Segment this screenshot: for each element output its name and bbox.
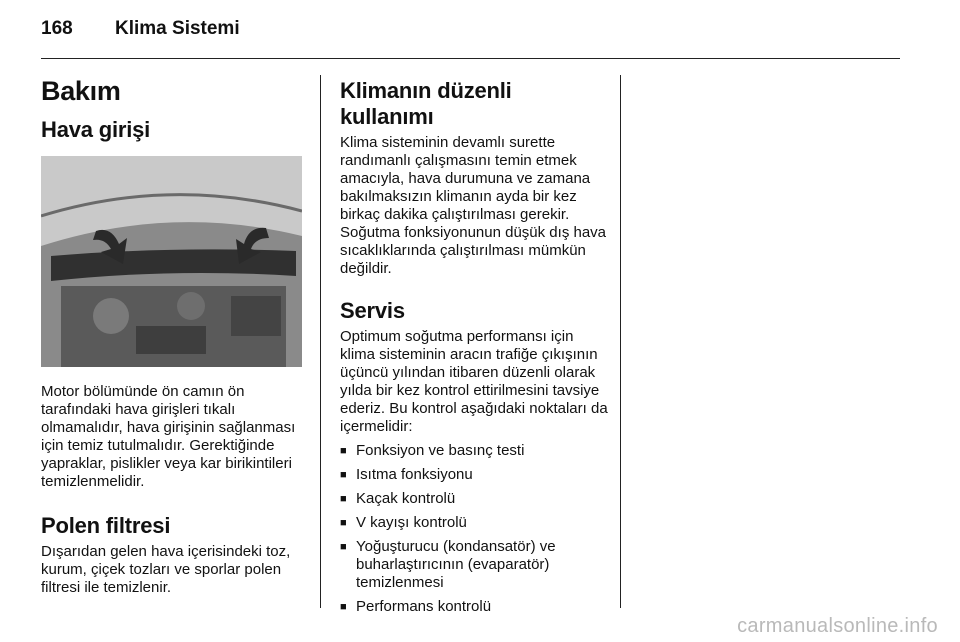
list-item: ■ Kaçak kontrolü: [340, 490, 610, 508]
list-item: ■ Yoğuşturucu (kondansatör) ve buharlaştırıcının (evaparatör) temizlenmesi: [340, 538, 610, 592]
regular-use-paragraph: Klima sisteminin devamlı surette randımanlı çalışmasını temin etmek amacıyla, hava durumuna ve zamana bakılmaksızın klimanın ayda bir kez birkaç dakika çalıştırılması gerekir. Soğutma fonksiyonunun düşük dış hava sıcaklıklarında çalıştırılması mümkün değildir.: [340, 134, 607, 277]
engine-bay-photo: [41, 156, 302, 367]
page-number: 168: [41, 18, 73, 39]
regular-use-title: Klimanın düzenli kullanımı: [340, 78, 512, 129]
subsection-title-air-intake: Hava girişi: [41, 117, 151, 142]
watermark: carmanualsonline.info: [737, 615, 938, 637]
subsection-title-pollen-filter: Polen filtresi: [41, 513, 171, 538]
service-paragraph: Optimum soğutma performansı için klima sisteminin aracın trafiğe çıkışının üçüncü yılından itibaren düzenli olarak yılda bir kez kontrol ettirilmesini tavsiye ederiz. Bu kontrol aşağıdaki noktaları da içermelidir:: [340, 328, 608, 435]
pollen-filter-paragraph: Dışarıdan gelen hava içerisindeki toz, kurum, çiçek tozları ve sporlar polen filtresi ile temizlenir.: [41, 543, 291, 596]
section-title: Bakım: [41, 76, 121, 106]
list-item: ■ Performans kontrolü: [340, 598, 610, 616]
service-checklist: [340, 442, 610, 616]
list-item: ■ V kayışı kontrolü: [340, 514, 610, 532]
chapter-title: Klima Sistemi: [115, 18, 240, 39]
header-rule: [41, 58, 900, 59]
column-divider: [320, 75, 321, 608]
page-header: [41, 18, 240, 40]
left-column: [41, 70, 305, 597]
air-intake-paragraph: Motor bölümünde ön camın ön tarafındaki hava girişleri tıkalı olmamalıdır, hava girişinin sağlanması için temiz tutulmalıdır. Gerektiğinde yapraklar, pislikler veya kar birikintileri temizlenmelidir.: [41, 383, 296, 490]
column-divider-right: [620, 75, 621, 608]
service-title: Servis: [340, 298, 405, 323]
middle-column: [340, 70, 610, 616]
list-item: ■ Fonksiyon ve basınç testi: [340, 442, 610, 460]
list-item: ■ Isıtma fonksiyonu: [340, 466, 610, 484]
